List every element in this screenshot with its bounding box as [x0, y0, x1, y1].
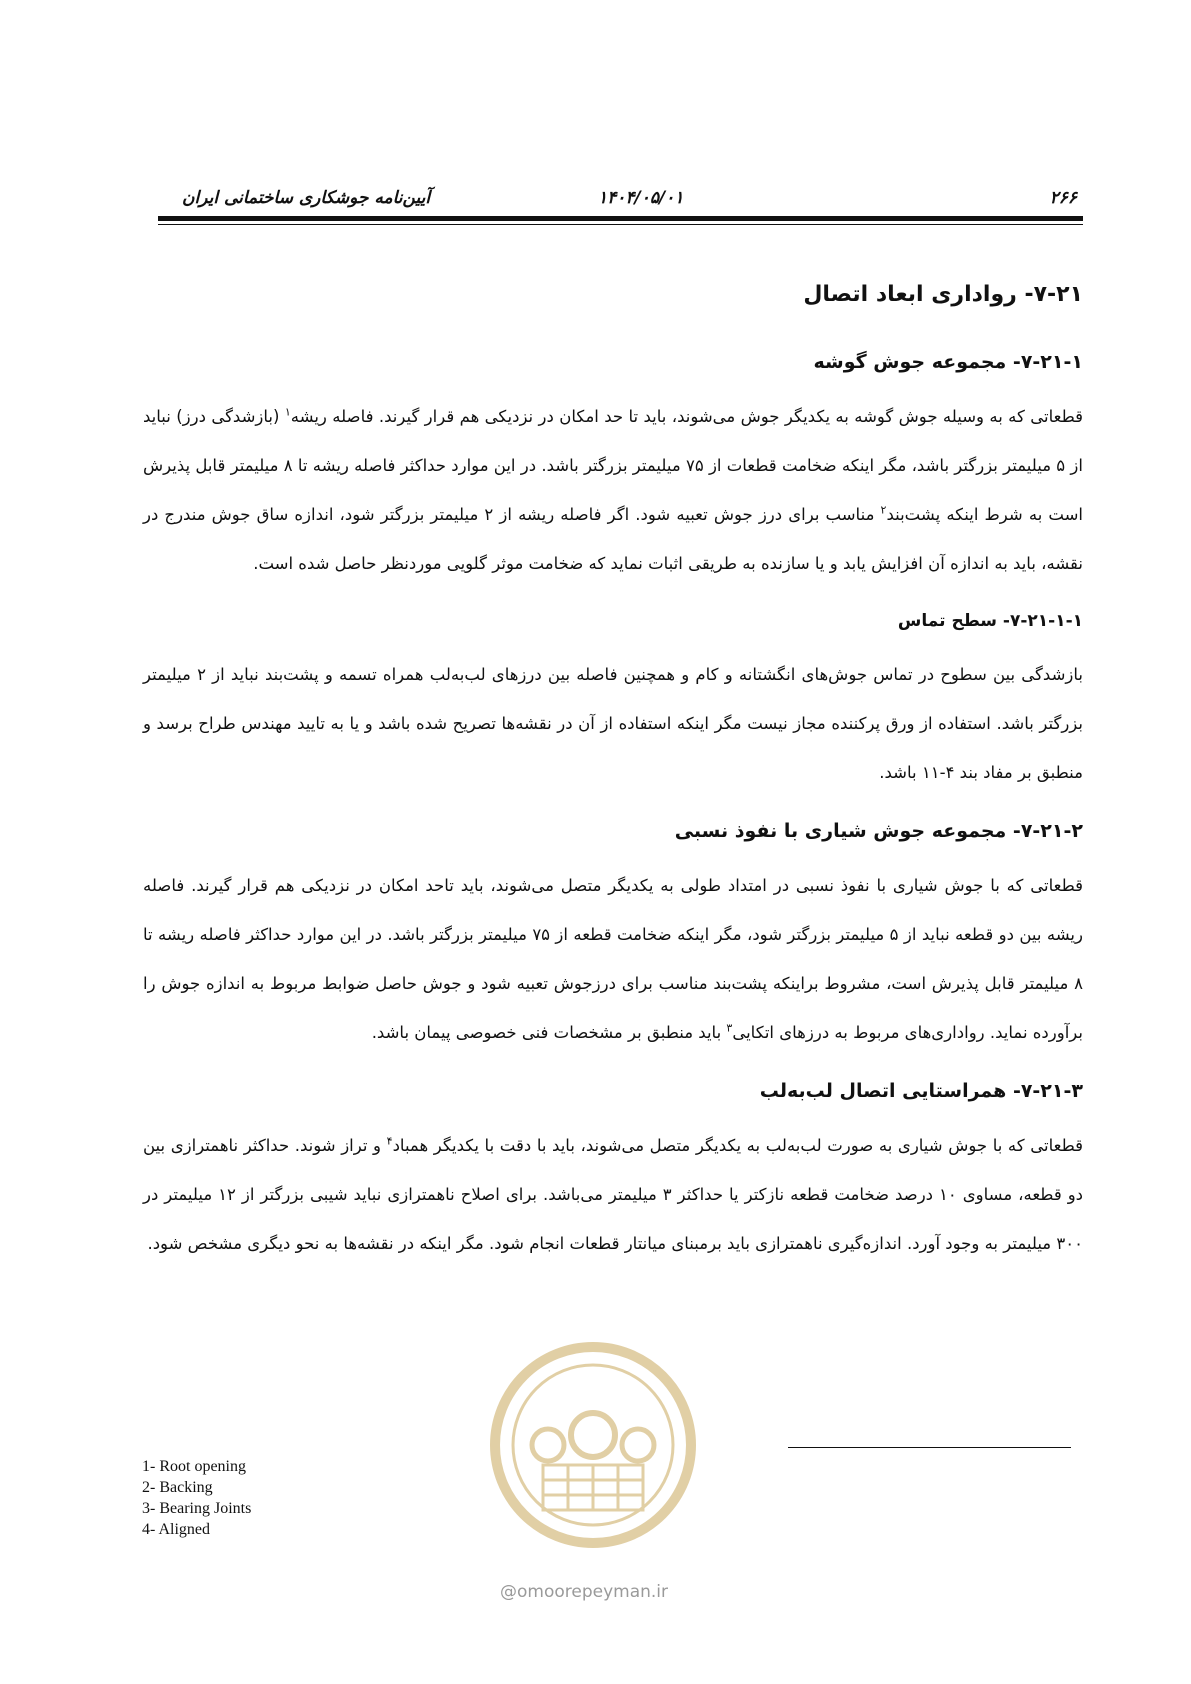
header-rule-thin: [158, 224, 1083, 225]
footnote-4: 4- Aligned: [142, 1521, 210, 1538]
subsection-2-paragraph: [143, 861, 1083, 1057]
watermark-text: @omoorepeyman.ir: [500, 1582, 669, 1602]
text-run: مناسب برای درز جوش تعبیه شود. اگر فاصله ریشه از ۲ میلیمتر بزرگتر شود، اندازه ساق جوش مندرج در نقشه، باید به اندازه آن افزایش یابد و یا سازنده به طریقی اثبات نماید که ضخامت موثر گلویی موردنظر حاصل شده است.: [143, 505, 1083, 573]
subsection-1-title: ۷-۲۱-۱- مجموعه جوش گوشه: [813, 351, 1083, 373]
page-number: ۲۶۶: [1049, 188, 1077, 208]
footnote-separator: [788, 1447, 1071, 1448]
footnote-2: 2- Backing: [142, 1479, 213, 1496]
emblem-seal-icon: [488, 1340, 698, 1550]
subsection-3-title: ۷-۲۱-۳- همراستایی اتصال لب‌به‌لب: [759, 1080, 1083, 1102]
text-run: (بازشدگی درز) نباید از ۵ میلیمتر بزرگتر باشد، مگر اینکه ضخامت قطعات از ۷۵ میلیمتر بزرگتر باشد. در این موارد حداکثر فاصله ریشه تا ۸ میلیمتر قابل پذیرش است به شرط اینکه پشت‌بند: [143, 407, 1084, 524]
footnote-ref-4: ۴: [386, 1134, 393, 1148]
footnote-ref-1: ۱: [284, 405, 291, 419]
subsection-2-title: ۷-۲۱-۲- مجموعه جوش شیاری با نفوذ نسبی: [674, 820, 1083, 842]
subsection-1-paragraph: [143, 392, 1083, 588]
section-title: ۷-۲۱- رواداری ابعاد اتصال: [803, 282, 1083, 307]
text-run: قطعاتی که با جوش شیاری با نفوذ نسبی در امتداد طولی به یکدیگر متصل می‌شوند، باید تاحد امکان در نزدیکی هم قرار گیرند. فاصله ریشه بین دو قطعه نباید از ۵ میلیمتر بزرگتر شود، مگر اینکه ضخامت قطعه از ۷۵ میلیمتر بزرگتر باشد. در این موارد حداکثر فاصله ریشه تا ۸ میلیمتر قابل پذیرش است، مشروط براینکه پشت‌بند مناسب برای درزجوش تعبیه شود و جوش حاصل ضوابط مربوط به اندازه جوش را برآورده نماید. رواداری‌های مربوط به درزهای اتکایی: [143, 876, 1083, 1042]
page-body: [143, 280, 1083, 1288]
subsection-3-paragraph: [143, 1121, 1083, 1268]
header-rule-thick: [158, 216, 1083, 221]
header-bar: [158, 188, 1083, 212]
book-title: آیین‌نامه جوشکاری ساختمانی ایران: [182, 188, 431, 208]
footnote-ref-3: ۳: [726, 1021, 733, 1035]
footnote-1: 1- Root opening: [142, 1458, 246, 1475]
text-run: قطعاتی که با جوش شیاری به صورت لب‌به‌لب به یکدیگر متصل می‌شوند، باید با دقت با یکدیگر همباد: [392, 1136, 1083, 1155]
subsection-1-1-paragraph: بازشدگی بین سطوح در تماس جوش‌های انگشتانه و کام و همچنین فاصله بین درزهای لب‌به‌لب همراه تسمه و پشت‌بند نباید از ۲ میلیمتر بزرگتر باشد. استفاده از ورق پرکننده مجاز نیست مگر اینکه استفاده از آن در نقشه‌ها تصریح شده باشد و یا به تایید مهندس طراح برسد و منطبق بر مفاد بند ۴-۱۱ باشد.: [143, 665, 1083, 782]
text-run: قطعاتی که به وسیله جوش گوشه به یکدیگر جوش می‌شوند، باید تا حد امکان در نزدیکی هم قرار گیرند. فاصله ریشه: [290, 407, 1084, 426]
footnote-ref-2: ۲: [880, 503, 887, 517]
footnote-3: 3- Bearing Joints: [142, 1500, 252, 1517]
text-run: باید منطبق بر مشخصات فنی خصوصی پیمان باشد.: [371, 1023, 727, 1042]
text-run: و تراز شوند. حداکثر ناهمترازی بین دو قطعه، مساوی ۱۰ درصد ضخامت قطعه نازکتر یا حداکثر ۳ میلیمتر می‌باشد. برای اصلاح ناهمترازی نباید شیبی بزرگتر از ۱۲ میلیمتر در ۳۰۰ میلیمتر به وجود آورد. اندازه‌گیری ناهمترازی باید برمبنای میانتار قطعات انجام شود. مگر اینکه در نقشه‌ها به نحو دیگری مشخص شود.: [143, 1136, 1084, 1253]
publication-date: ۱۴۰۴/۰۵/۰۱: [598, 188, 684, 208]
footnotes: [142, 1456, 251, 1540]
subsection-1-1-title: ۷-۲۱-۱-۱- سطح تماس: [897, 611, 1083, 631]
